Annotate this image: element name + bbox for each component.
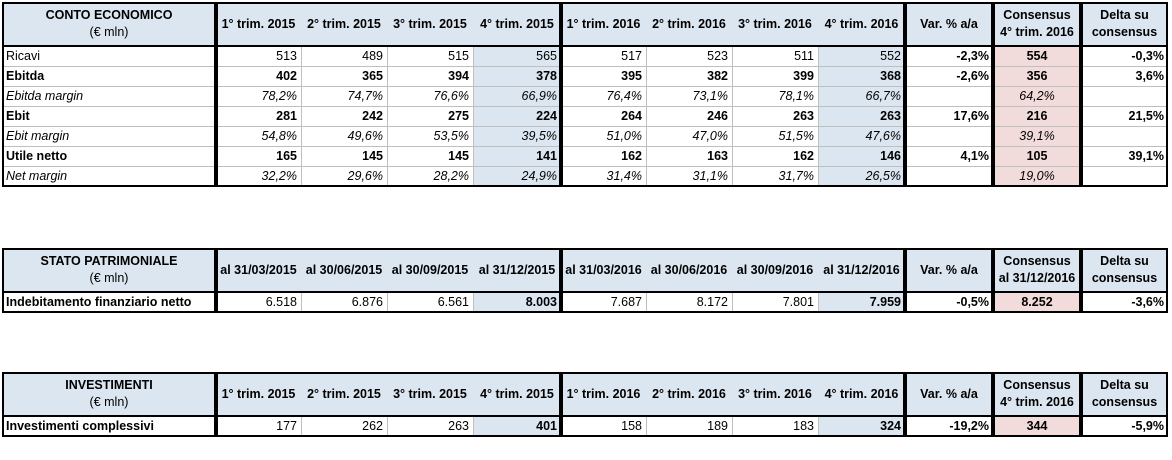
value-cell: 263 [793, 109, 814, 123]
value-cell: 246 [707, 109, 728, 123]
value-cell: 368 [818, 66, 905, 86]
row-separator [2, 86, 1168, 87]
value-cell: 565 [473, 46, 561, 66]
delta-header-line: consensus [1091, 271, 1158, 285]
column-header [646, 2, 732, 46]
row-label: Ebit margin [6, 129, 70, 143]
value-cell: 53,5% [433, 129, 469, 143]
column-separator [732, 416, 733, 436]
row-separator [2, 146, 1168, 147]
value-cell: 49,6% [347, 129, 383, 143]
value-cell: 74,7% [347, 89, 383, 103]
consensus-cell: 356 [993, 66, 1081, 86]
delta-cell: 21,5% [1128, 109, 1164, 123]
value-cell: 78,2% [261, 89, 297, 103]
table-title: CONTO ECONOMICO [45, 8, 173, 22]
var-header-label: Var. % a/a [920, 262, 978, 277]
value-cell: 146 [818, 146, 905, 166]
column-header-label: 2° trim. 2016 [652, 386, 726, 401]
var-header-label: Var. % a/a [920, 386, 978, 401]
column-header-label: al 31/12/2015 [478, 262, 556, 277]
value-cell: 145 [448, 149, 469, 163]
consensus-header-line: al 31/12/2016 [998, 271, 1076, 285]
column-header [732, 248, 818, 292]
row-label: Ebitda [6, 69, 45, 83]
delta-cell [1081, 86, 1168, 106]
value-cell: 324 [818, 416, 905, 436]
column-header-label: 3° trim. 2016 [738, 16, 812, 31]
column-separator [818, 46, 819, 186]
consensus-header-line: Consensus [1003, 254, 1071, 268]
column-header-label: 3° trim. 2015 [393, 16, 467, 31]
column-header [387, 372, 473, 416]
consensus-cell: 554 [993, 46, 1081, 66]
column-header-label: 4° trim. 2016 [824, 16, 899, 31]
column-header [561, 2, 646, 46]
consensus-header-line: Consensus [1003, 378, 1071, 392]
value-cell: 523 [707, 49, 728, 63]
value-cell: 162 [793, 149, 814, 163]
row-separator [2, 126, 1168, 127]
column-separator [387, 292, 388, 312]
row-label: Ricavi [6, 49, 41, 63]
column-header-label: al 30/09/2016 [736, 262, 814, 277]
value-cell: 402 [276, 69, 297, 83]
column-header [216, 2, 301, 46]
value-cell: 6.518 [265, 295, 297, 309]
column-separator [732, 46, 733, 186]
column-header [818, 248, 905, 292]
value-cell: 145 [362, 149, 383, 163]
value-cell: 378 [473, 66, 561, 86]
column-separator [473, 416, 474, 436]
value-cell: 7.801 [782, 295, 814, 309]
column-separator [301, 416, 302, 436]
column-header-label: 1° trim. 2015 [221, 16, 296, 31]
value-cell: 47,6% [818, 126, 905, 146]
table-unit: (€ mln) [89, 25, 129, 39]
delta-header-line: consensus [1091, 25, 1158, 39]
column-separator [387, 46, 388, 186]
value-cell: 6.561 [437, 295, 469, 309]
var-cell: -2,6% [956, 69, 989, 83]
value-cell: 177 [276, 419, 297, 433]
value-cell: 489 [362, 49, 383, 63]
consensus-header-line: 4° trim. 2016 [1000, 395, 1074, 409]
value-cell: 263 [818, 106, 905, 126]
column-header [561, 372, 646, 416]
row-label: Ebit [6, 109, 30, 123]
column-header-label: 3° trim. 2016 [738, 386, 812, 401]
column-header-label: 2° trim. 2015 [307, 386, 381, 401]
value-cell: 401 [473, 416, 561, 436]
delta-header [1081, 248, 1168, 292]
column-header-label: al 30/09/2015 [391, 262, 469, 277]
column-header-label: 1° trim. 2016 [566, 386, 641, 401]
column-header [301, 248, 387, 292]
row-label: Investimenti complessivi [6, 419, 154, 433]
value-cell: 189 [707, 419, 728, 433]
column-header-label: 2° trim. 2016 [652, 16, 726, 31]
consensus-cell: 216 [993, 106, 1081, 126]
row-label: Ebitda margin [6, 89, 84, 103]
consensus-cell: 105 [993, 146, 1081, 166]
column-header [216, 248, 301, 292]
column-separator [473, 46, 474, 186]
value-cell: 224 [473, 106, 561, 126]
row-label: Utile netto [6, 149, 68, 163]
value-cell: 183 [793, 419, 814, 433]
delta-header [1081, 372, 1168, 416]
table-title-header [2, 2, 216, 46]
value-cell: 513 [276, 49, 297, 63]
value-cell: 365 [362, 69, 383, 83]
column-header [818, 2, 905, 46]
value-cell: 76,4% [606, 89, 642, 103]
value-cell: 242 [362, 109, 383, 123]
consensus-header [993, 372, 1081, 416]
row-separator [2, 166, 1168, 167]
value-cell: 31,7% [778, 169, 814, 183]
column-header [473, 372, 561, 416]
delta-header-line: Delta su [1100, 8, 1149, 22]
column-separator [301, 46, 302, 186]
column-header-label: al 31/03/2015 [220, 262, 297, 277]
column-header-label: 1° trim. 2015 [221, 386, 296, 401]
delta-header-line: consensus [1091, 395, 1158, 409]
consensus-cell: 39,1% [993, 126, 1081, 146]
delta-cell: 39,1% [1128, 149, 1164, 163]
table-title-header [2, 372, 216, 416]
value-cell: 8.172 [696, 295, 728, 309]
column-separator [818, 292, 819, 312]
value-cell: 515 [448, 49, 469, 63]
column-header [387, 2, 473, 46]
value-cell: 31,4% [606, 169, 642, 183]
consensus-cell: 8.252 [993, 292, 1081, 312]
var-cell: -2,3% [956, 49, 989, 63]
consensus-header [993, 2, 1081, 46]
column-separator [818, 416, 819, 436]
var-cell [905, 166, 993, 186]
column-header-label: 2° trim. 2015 [307, 16, 381, 31]
value-cell: 51,0% [606, 129, 642, 143]
value-cell: 39,5% [473, 126, 561, 146]
value-cell: 76,6% [433, 89, 469, 103]
value-cell: 281 [276, 109, 297, 123]
value-cell: 26,5% [818, 166, 905, 186]
delta-header [1081, 2, 1168, 46]
column-separator [301, 292, 302, 312]
delta-cell: 3,6% [1135, 69, 1164, 83]
column-header-label: 4° trim. 2016 [824, 386, 899, 401]
column-separator [732, 292, 733, 312]
var-cell: 17,6% [953, 109, 989, 123]
value-cell: 395 [621, 69, 642, 83]
column-separator [646, 416, 647, 436]
column-header [473, 2, 561, 46]
delta-cell: -0,3% [1131, 49, 1164, 63]
column-header [301, 372, 387, 416]
column-header-label: 4° trim. 2015 [480, 386, 554, 401]
value-cell: 66,7% [818, 86, 905, 106]
var-header [905, 372, 993, 416]
value-cell: 511 [794, 49, 814, 63]
consensus-header-line: Consensus [1003, 8, 1071, 22]
row-label: Indebitamento finanziario netto [6, 295, 192, 309]
row-separator [2, 106, 1168, 107]
value-cell: 7.959 [818, 292, 905, 312]
value-cell: 517 [621, 49, 642, 63]
column-header-label: 3° trim. 2015 [393, 386, 467, 401]
value-cell: 78,1% [778, 89, 814, 103]
column-header [646, 248, 732, 292]
var-cell: -0,5% [956, 295, 989, 309]
value-cell: 6.876 [351, 295, 383, 309]
value-cell: 158 [621, 419, 642, 433]
delta-cell: -5,9% [1131, 419, 1164, 433]
table-unit: (€ mln) [89, 271, 129, 285]
value-cell: 263 [448, 419, 469, 433]
value-cell: 264 [621, 109, 642, 123]
table-unit: (€ mln) [89, 395, 129, 409]
delta-header-line: Delta su [1100, 378, 1149, 392]
column-header [646, 372, 732, 416]
value-cell: 165 [276, 149, 297, 163]
consensus-header-line: 4° trim. 2016 [1000, 25, 1074, 39]
column-separator [646, 46, 647, 186]
column-header-label: al 31/03/2016 [565, 262, 642, 277]
value-cell: 32,2% [261, 169, 297, 183]
column-header [473, 248, 561, 292]
var-cell [905, 86, 993, 106]
var-header [905, 248, 993, 292]
value-cell: 29,6% [347, 169, 383, 183]
column-header [732, 2, 818, 46]
value-cell: 24,9% [473, 166, 561, 186]
var-cell [905, 126, 993, 146]
column-separator [473, 292, 474, 312]
column-header [301, 2, 387, 46]
value-cell: 31,1% [692, 169, 728, 183]
column-header-label: al 30/06/2015 [305, 262, 383, 277]
delta-header-line: Delta su [1100, 254, 1149, 268]
value-cell: 8.003 [473, 292, 561, 312]
column-header [216, 372, 301, 416]
delta-cell [1081, 126, 1168, 146]
var-header-label: Var. % a/a [920, 16, 978, 31]
value-cell: 141 [473, 146, 561, 166]
var-cell: -19,2% [949, 419, 989, 433]
value-cell: 394 [448, 69, 469, 83]
value-cell: 54,8% [261, 129, 297, 143]
value-cell: 51,5% [778, 129, 814, 143]
row-separator [2, 66, 1168, 67]
value-cell: 552 [818, 46, 905, 66]
value-cell: 399 [793, 69, 814, 83]
value-cell: 47,0% [692, 129, 728, 143]
table-title-header [2, 248, 216, 292]
value-cell: 162 [621, 149, 642, 163]
value-cell: 262 [362, 419, 383, 433]
column-header-label: 4° trim. 2015 [480, 16, 554, 31]
value-cell: 66,9% [473, 86, 561, 106]
column-separator [387, 416, 388, 436]
value-cell: 163 [707, 149, 728, 163]
table-title: STATO PATRIMONIALE [40, 254, 178, 268]
delta-cell [1081, 166, 1168, 186]
var-header [905, 2, 993, 46]
column-header [561, 248, 646, 292]
value-cell: 28,2% [433, 169, 469, 183]
value-cell: 382 [707, 69, 728, 83]
var-cell: 4,1% [960, 149, 989, 163]
value-cell: 275 [448, 109, 469, 123]
delta-cell: -3,6% [1131, 295, 1164, 309]
consensus-header [993, 248, 1081, 292]
consensus-cell: 344 [993, 416, 1081, 436]
row-label: Net margin [6, 169, 68, 183]
column-separator [646, 292, 647, 312]
column-header [818, 372, 905, 416]
consensus-cell: 64,2% [993, 86, 1081, 106]
value-cell: 7.687 [610, 295, 642, 309]
column-header-label: al 30/06/2016 [650, 262, 728, 277]
column-header [387, 248, 473, 292]
column-header-label: 1° trim. 2016 [566, 16, 641, 31]
table-title: INVESTIMENTI [65, 378, 153, 392]
value-cell: 73,1% [692, 89, 728, 103]
consensus-cell: 19,0% [993, 166, 1081, 186]
column-header-label: al 31/12/2016 [823, 262, 900, 277]
column-header [732, 372, 818, 416]
